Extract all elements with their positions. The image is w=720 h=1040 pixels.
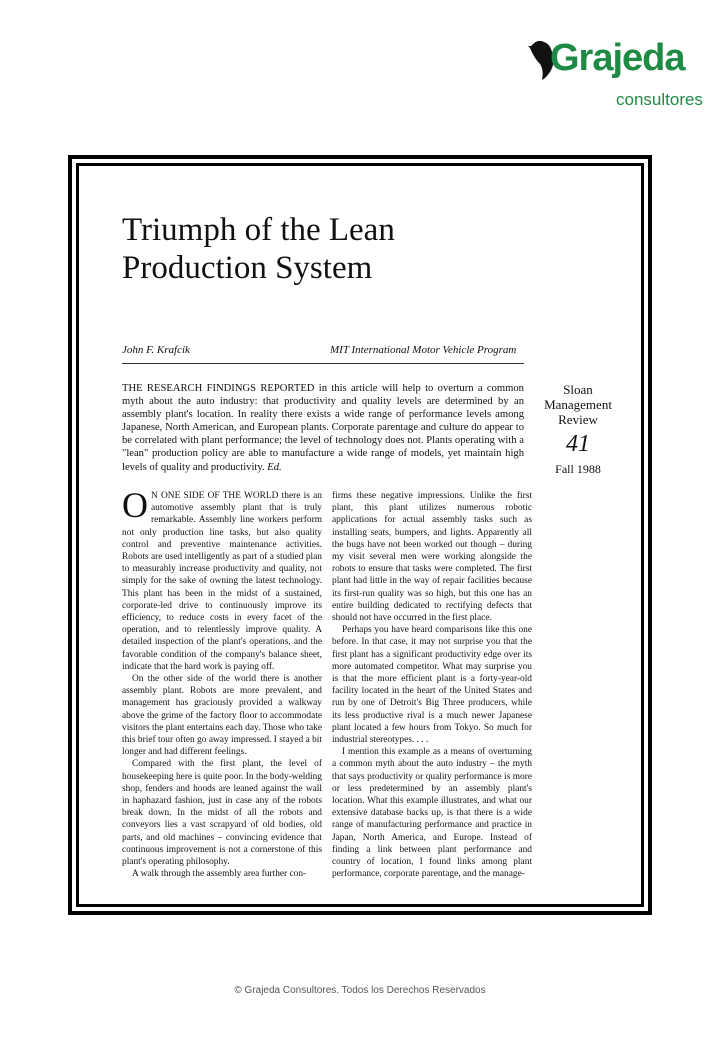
journal-info — [534, 382, 622, 477]
paragraph-1-lead: N ONE SIDE OF THE WORLD — [151, 491, 279, 501]
journal-name-1: Sloan — [563, 382, 593, 397]
paragraph-1 — [122, 485, 322, 673]
journal-name-2: Management — [544, 397, 612, 412]
abstract-editor: Ed. — [267, 461, 282, 473]
paragraph-2: On the other side of the world there is another assembly plant. Robots are more prevalent, and management has graciously provided a walkway above the grime of the factory floor to accommodate visitors the plant entertains each day. Those who take this brief tour often go away impressed. I stayed a bit longer and had different feelings. — [122, 674, 322, 758]
abstract-body: in this article will help to overturn a common myth about the auto industry: that productivity and quality levels are determined by an assembly plant's location. In reality there exists a wide range of performance levels among Japanese, North American, and European plants. Corporate parentage and culture do appear to be correlated with plant performance; the level of technology does not. Plants operating with a "lean" production policy are able to manufacture a wide range of models, yet maintain high levels of quality and productivity. — [122, 383, 524, 473]
body-column-left — [122, 485, 322, 881]
paragraph-7: I mention this example as a means of overturning a common myth about the auto industry – the myth that says productivity or quality performance is more or less predetermined by an assembly plant's location. What this example illustrates, and what our extensive database backs up, is that there is a wide range of manufacturing performance and practice in Japan, North America, and Europe. Instead of finding a link between plant performance and country of location, I found links among plant performance, corporate parentage, and the manage- — [332, 747, 532, 880]
title-line-2: Production System — [122, 250, 373, 286]
copyright-footer: © Grajeda Consultores. Todos los Derechos Reservados — [234, 985, 486, 996]
journal-date: Fall 1988 — [555, 462, 601, 476]
paragraph-4: A walk through the assembly area further con- — [132, 869, 307, 880]
paragraph-5: firms these negative impressions. Unlike the first plant, this plant utilizes numerous robotic applications for actual assembly tasks such as installing seats, bumpers, and lights. Apparently all the bugs have not been worked out though – during my visit several men were working alongside the robots to ensure that tasks were completed. The first plant had little in the way of repair facilities because its first-run quality was so high, but this one has an entire building dedicated to rectifying defects that should not have occurred in the first place. — [332, 491, 532, 624]
article-program: MIT International Motor Vehicle Program — [330, 344, 517, 356]
divider — [122, 363, 524, 364]
article-title — [122, 211, 395, 287]
body-column-right — [332, 490, 532, 881]
article-frame — [68, 155, 652, 915]
journal-volume: 41 — [566, 431, 590, 457]
journal-name-3: Review — [558, 412, 598, 427]
paragraph-6: Perhaps you have heard comparisons like this one before. In that case, it may not surprise you that the first plant has a significant productivity edge over its more automated competitor. What may surprise you is that the more efficient plant is a forty-year-old facility located in the heart of the United States and run by one of Detroit's Big Three producers, while its less productive rival is a much newer Japanese plant located a few hours from Tokyo. So much for industrial stereotypes. . . . — [332, 625, 532, 746]
article-author: John F. Krafcik — [122, 344, 190, 356]
logo-subtitle: consultores — [616, 90, 703, 109]
paragraph-1-text: there is an automotive assembly plant that is truly remarkable. Assembly line workers perform not only production line tasks, but also quality control and preventive maintenance activities. Robots are used intelligently as part of a studied plan to measurably increase productivity and quality, not simply for the sake of owning the latest technology. This plant has been in the midst of a sustained, corporate-led drive to continuously improve its efficiency, to reduce costs in every facet of the operation, and to relentlessly improve quality. A detailed inspection of the plant's operations, and the favorable condition of the company's balance sheet, indicate that the hard work is paying off. — [122, 491, 322, 672]
drop-cap: O — [122, 485, 148, 525]
logo-name: Grajeda — [550, 37, 685, 79]
title-line-1: Triumph of the Lean — [122, 212, 395, 248]
company-logo — [528, 34, 703, 114]
article-abstract — [122, 382, 524, 474]
paragraph-3: Compared with the first plant, the level of housekeeping here is quite poor. In the body-welding shop, fenders and hoods are leaned against the wall in haphazard fashion, just in case any of the robots break down. In the midst of all the robots and conveyors lies a vast scrapyard of old bodies, old parts, and old machines – convincing evidence that continuous improvement is not a cornerstone of this plant's operating philosophy. — [122, 759, 322, 868]
abstract-lead: THE RESEARCH FINDINGS REPORTED — [122, 383, 315, 394]
